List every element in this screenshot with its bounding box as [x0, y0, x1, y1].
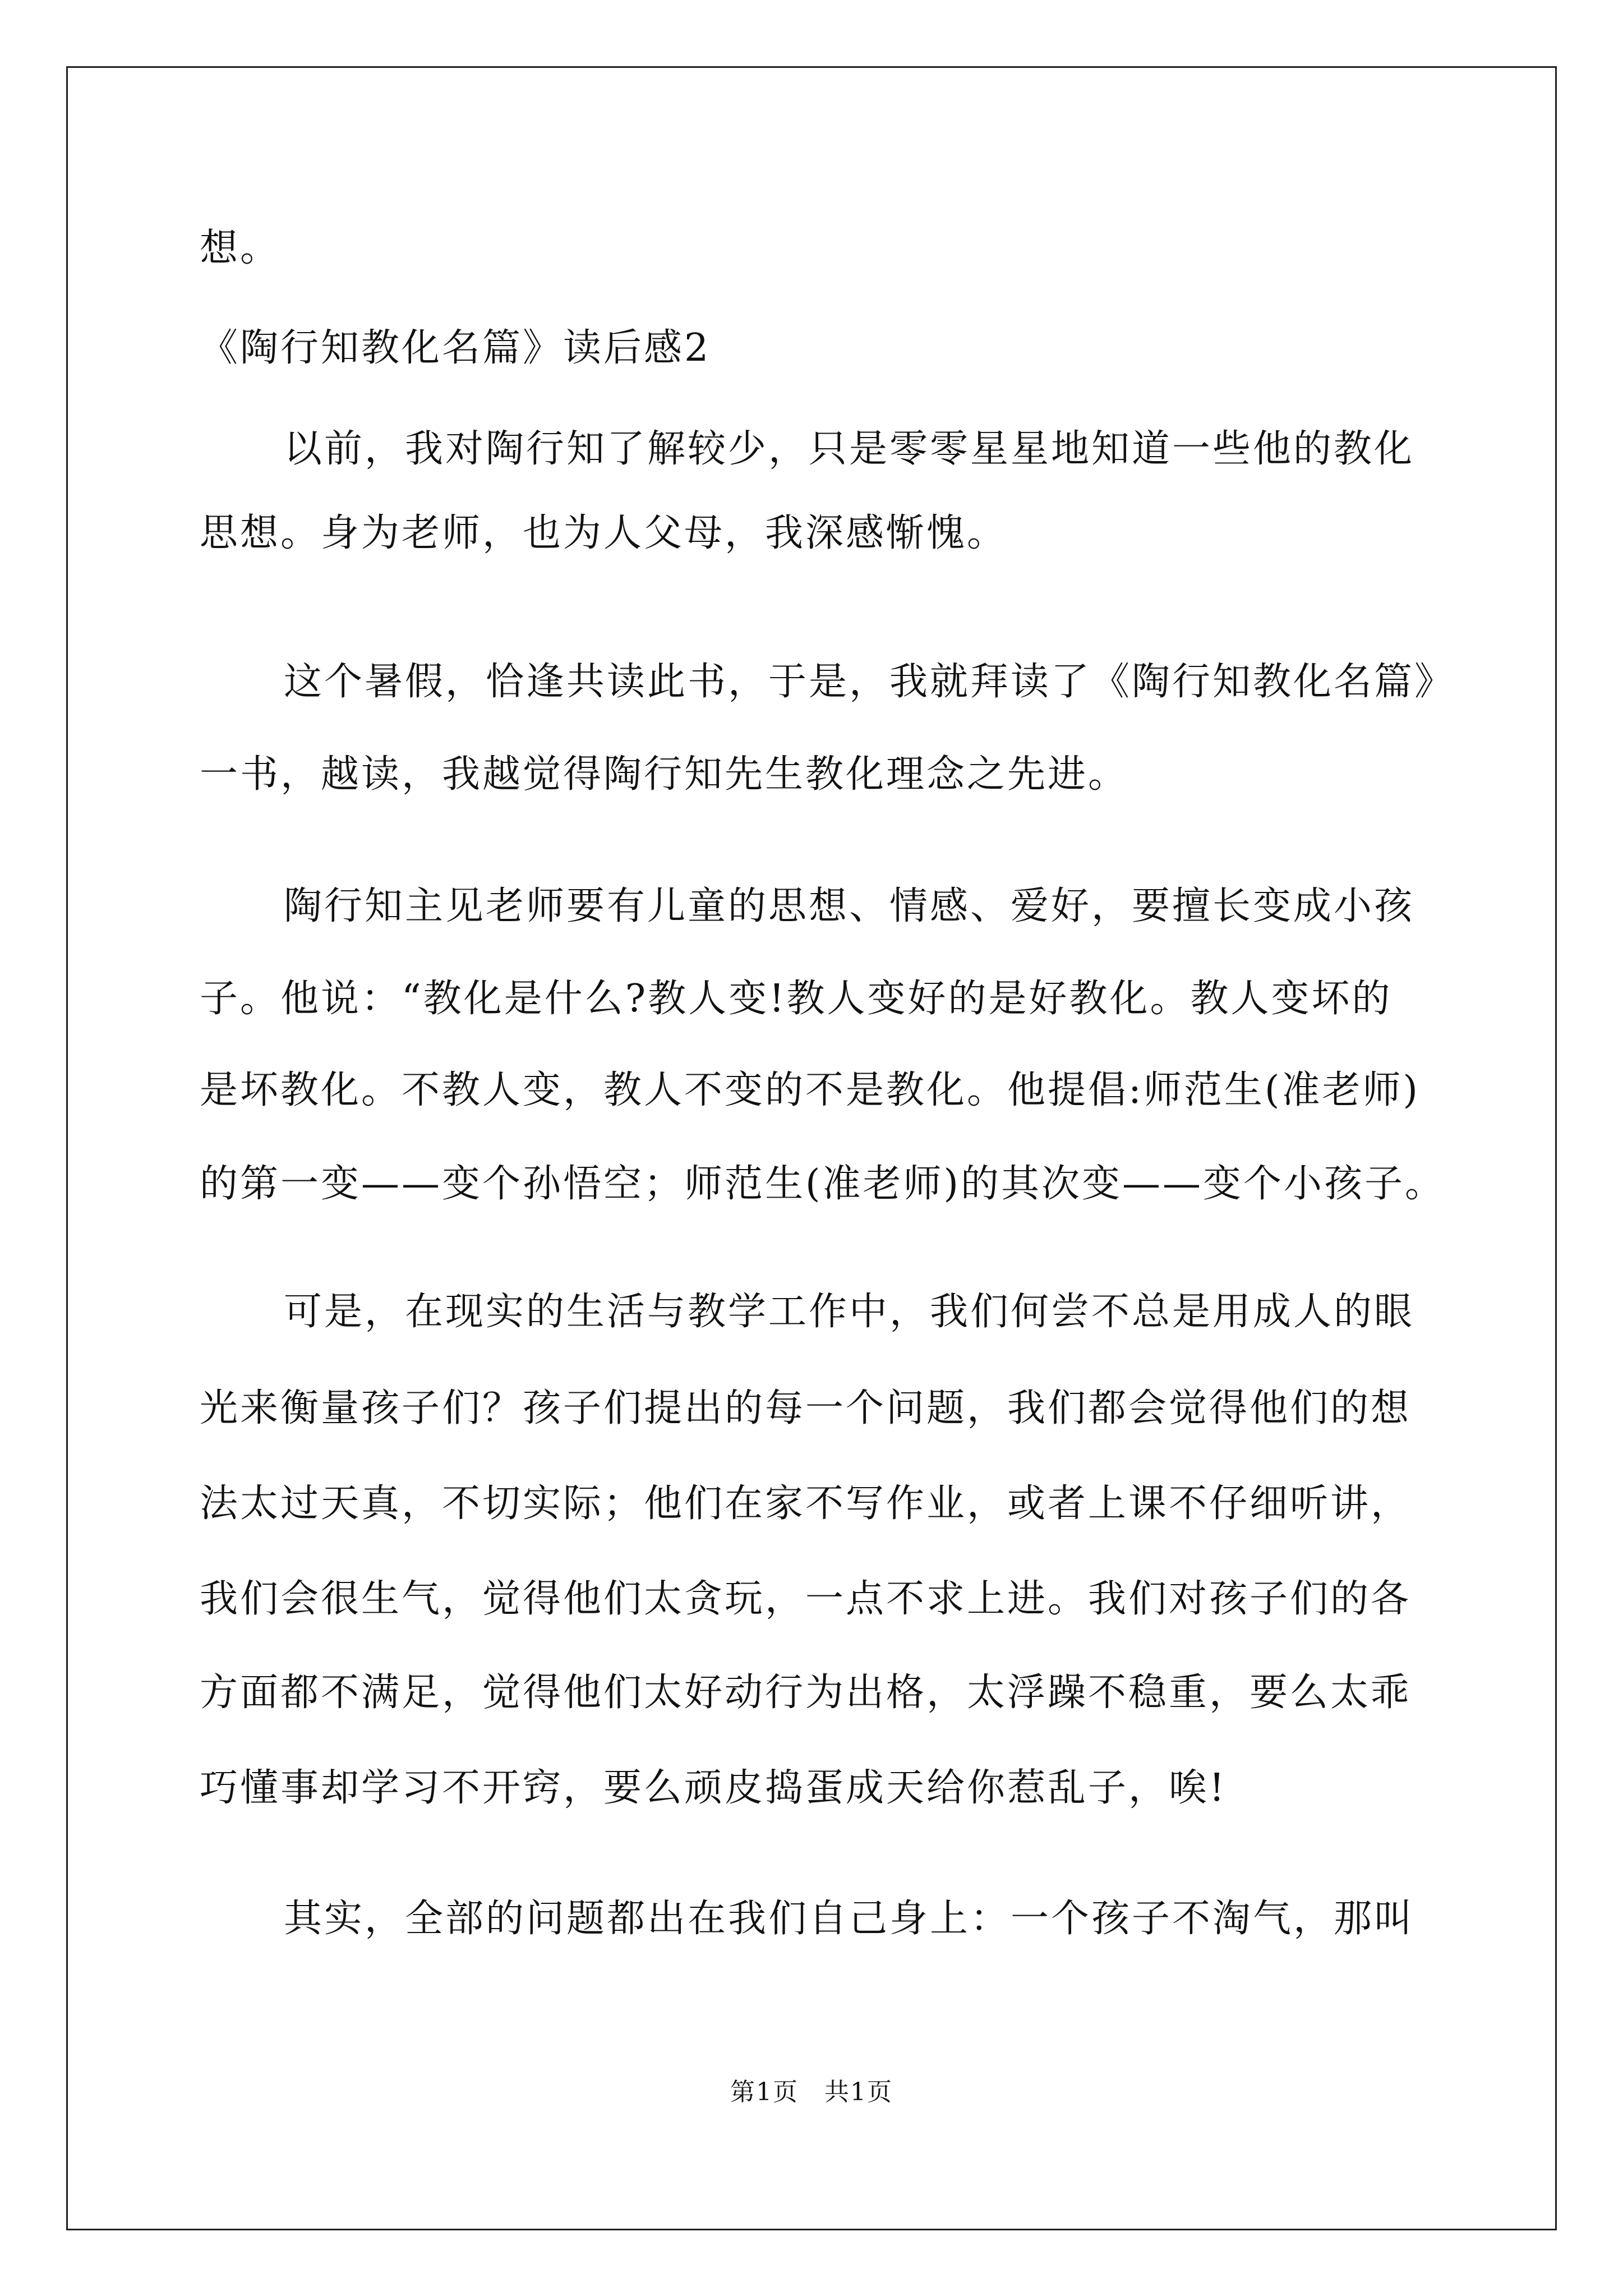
- text-line: 巧懂事却学习不开窍，要么顽皮捣蛋成天给你惹乱子，唉!: [200, 1766, 1227, 1810]
- text-line: 法太过天真，不切实际；他们在家不写作业，或者上课不仔细听讲，: [200, 1481, 1412, 1526]
- text-line: 的第一变——变个孙悟空；师范生(准老师)的其次变——变个小孩子。: [200, 1162, 1446, 1206]
- text-line: 光来衡量孩子们？孩子们提出的每一个问题，我们都会觉得他们的想: [200, 1386, 1412, 1430]
- text-line: 子。他说：“教化是什么?教人变!教人变好的是好教化。教人变坏的: [200, 977, 1393, 1021]
- section-heading: 《陶行知教化名篇》读后感2: [200, 326, 711, 370]
- text-line: 其实，全部的问题都出在我们自己身上：一个孩子不淘气，那叫: [284, 1897, 1415, 1941]
- page-footer: 第1页 共1页: [730, 2078, 893, 2106]
- text-line: 一书，越读，我越觉得陶行知先生教化理念之先进。: [200, 752, 1129, 797]
- text-line: 思想。身为老师，也为人父母，我深感惭愧。: [200, 511, 1008, 555]
- text-line: 我们会很生气，觉得他们太贪玩，一点不求上进。我们对孩子们的各: [200, 1577, 1412, 1621]
- text-line: 可是，在现实的生活与教学工作中，我们何尝不总是用成人的眼: [284, 1290, 1415, 1334]
- text-line: 是坏教化。不教人变，教人不变的不是教化。他提倡:师范生(准老师): [200, 1068, 1420, 1112]
- text-line: 想。: [200, 226, 281, 270]
- text-line: 以前，我对陶行知了解较少，只是零零星星地知道一些他的教化: [284, 427, 1415, 471]
- text-line: 方面都不满足，觉得他们太好动行为出格，太浮躁不稳重，要么太乖: [200, 1671, 1412, 1715]
- text-line: 这个暑假，恰逢共读此书，于是，我就拜读了《陶行知教化名篇》: [284, 660, 1455, 704]
- text-line: 陶行知主见老师要有儿童的思想、情感、爱好，要擅长变成小孩: [284, 884, 1415, 928]
